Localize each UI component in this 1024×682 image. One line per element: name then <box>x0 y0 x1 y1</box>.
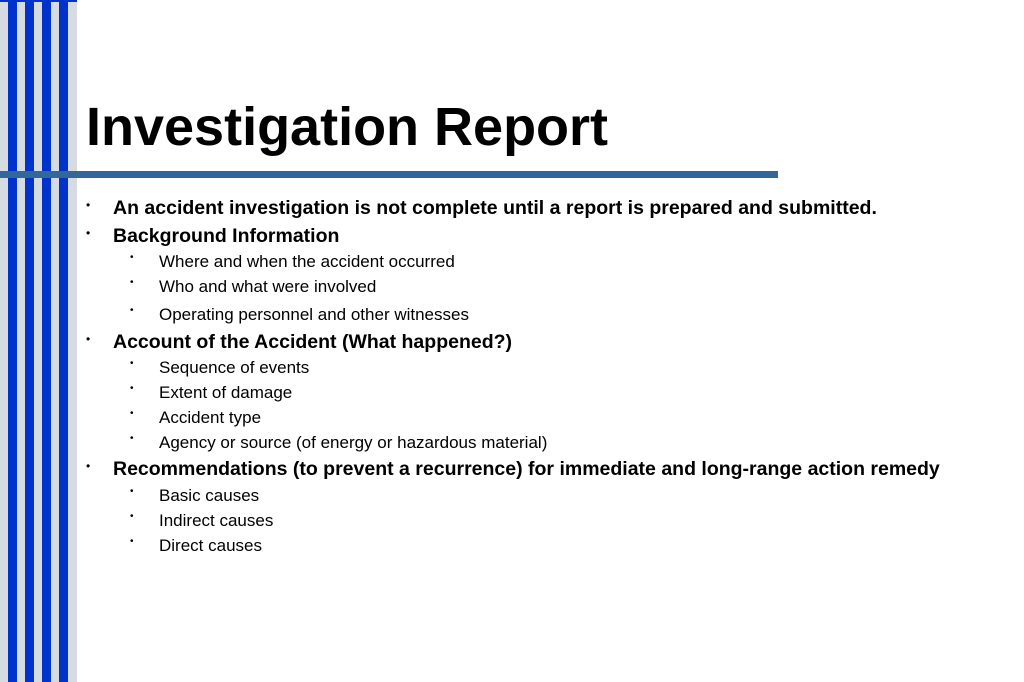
bullet-marker: • <box>130 252 134 263</box>
sub-list-item-text: Basic causes <box>159 486 260 505</box>
bullet-marker: • <box>86 332 91 346</box>
bullet-marker: • <box>130 433 134 444</box>
bullet-marker: • <box>130 277 134 288</box>
sub-list-item-text: Accident type <box>159 408 262 427</box>
sub-list-item-text: Indirect causes <box>159 511 274 530</box>
bullet-marker: • <box>130 511 134 522</box>
bullet-marker: • <box>86 226 91 240</box>
bullet-marker: • <box>130 383 134 394</box>
list-item-text: Background Information <box>113 225 340 247</box>
sub-list-item-text: Operating personnel and other witnesses <box>159 305 469 324</box>
sub-list-item-text: Extent of damage <box>159 383 293 402</box>
list-item-text: An accident investigation is not complete until a report is prepared and submitted. <box>113 197 877 219</box>
sub-list-item-text: Agency or source (of energy or hazardous material) <box>159 433 548 452</box>
sub-list-item-text: Direct causes <box>159 536 262 555</box>
bullet-marker: • <box>130 536 134 547</box>
bullet-marker: • <box>86 459 91 473</box>
list-item-text: Recommendations (to prevent a recurrence) for immediate and long-range action remedy <box>113 458 940 480</box>
bullet-marker: • <box>130 358 134 369</box>
bullet-marker: • <box>130 305 134 316</box>
sub-list-item-text: Where and when the accident occurred <box>159 252 455 271</box>
bullet-marker: • <box>130 486 134 497</box>
list-item-text: Account of the Accident (What happened?) <box>113 331 513 353</box>
slide-title: Investigation Report <box>86 97 609 157</box>
bullet-marker: • <box>130 408 134 419</box>
bullet-marker: • <box>86 198 91 212</box>
sub-list-item-text: Sequence of events <box>159 358 310 377</box>
sub-list-item-text: Who and what were involved <box>159 277 377 296</box>
